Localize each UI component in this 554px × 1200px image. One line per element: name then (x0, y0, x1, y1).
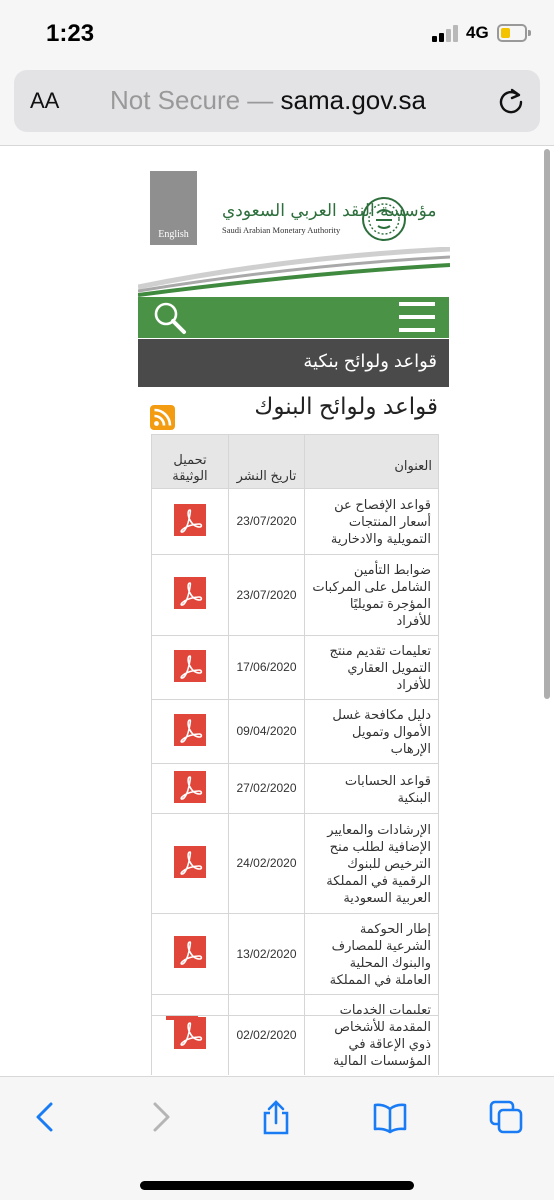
header-swoosh-decoration (138, 247, 450, 297)
download-cell (152, 914, 229, 995)
download-cell (152, 764, 229, 814)
logo-english-text: Saudi Arabian Monetary Authority (222, 225, 341, 235)
pdf-icon[interactable] (174, 771, 206, 803)
publish-date: 17/06/2020 (229, 636, 305, 700)
column-header-download: تحميل الوثيقة (152, 435, 229, 489)
pdf-icon[interactable] (174, 1017, 206, 1049)
share-icon[interactable] (258, 1099, 294, 1135)
signal-icon (432, 24, 462, 42)
web-page (0, 147, 554, 1075)
document-title-link[interactable]: الإرشادات والمعايير الإضافية لطلب منح الترخيص للبنوك الرقمية في المملكة العربية السعودية (305, 814, 439, 914)
document-title-link[interactable]: قواعد الإفصاح عن أسعار المنتجات التمويلية والادخارية (305, 489, 439, 555)
bookmarks-icon[interactable] (372, 1099, 408, 1135)
document-title-link[interactable]: تعليمات تقديم منتج التمويل العقاري للأفراد (305, 636, 439, 700)
publish-date: 13/02/2020 (229, 914, 305, 995)
download-cell (152, 555, 229, 636)
url-domain: sama.gov.sa (280, 85, 426, 115)
publish-date: 02/02/2020 (229, 995, 305, 1076)
home-indicator (140, 1181, 414, 1190)
pdf-icon[interactable] (174, 936, 206, 968)
page-title: قواعد ولوائح البنوك (254, 393, 438, 419)
status-bar (0, 0, 554, 66)
logo-arabic-text: مؤسسة النقد العربي السعودي (222, 201, 437, 221)
table-row (152, 995, 439, 1076)
pdf-icon[interactable] (174, 714, 206, 746)
search-icon[interactable] (152, 301, 192, 335)
pdf-icon[interactable] (174, 504, 206, 536)
section-header: قواعد ولوائح بنكية (138, 339, 449, 387)
download-cell (152, 995, 229, 1076)
download-cell (152, 700, 229, 764)
table-row (152, 914, 439, 995)
url-text[interactable] (110, 85, 426, 116)
publish-date: 23/07/2020 (229, 555, 305, 636)
pdf-icon[interactable] (174, 577, 206, 609)
document-title-link[interactable]: دليل مكافحة غسل الأموال وتمويل الإرهاب (305, 700, 439, 764)
publish-date: 09/04/2020 (229, 700, 305, 764)
hamburger-menu-icon[interactable] (399, 302, 435, 332)
regulations-table (151, 434, 439, 1075)
scrollbar[interactable] (544, 149, 550, 699)
document-title-link[interactable]: إطار الحوكمة الشرعية للمصارف والبنوك المحلية العاملة في المملكة (305, 914, 439, 995)
forward-icon[interactable] (142, 1099, 178, 1135)
sama-emblem-icon[interactable] (360, 195, 408, 243)
site-header (138, 171, 450, 295)
rss-icon[interactable] (150, 405, 175, 430)
url-prefix: Not Secure — (110, 85, 281, 115)
table-row (152, 700, 439, 764)
battery-icon (497, 24, 527, 42)
table-row (152, 555, 439, 636)
publish-date: 24/02/2020 (229, 814, 305, 914)
main-nav-bar (138, 297, 449, 338)
publish-date: 27/02/2020 (229, 764, 305, 814)
table-row (152, 764, 439, 814)
reload-icon[interactable] (496, 86, 526, 116)
column-header-title: العنوان (305, 435, 439, 489)
document-title-link[interactable]: تعليمات الخدمات المقدمة للأشخاص ذوي الإعاقة في المؤسسات المالية (305, 995, 439, 1076)
column-header-date: تاريخ النشر (229, 435, 305, 489)
download-cell (152, 636, 229, 700)
table-row (152, 636, 439, 700)
address-bar[interactable] (14, 70, 540, 132)
document-title-link[interactable]: قواعد الحسابات البنكية (305, 764, 439, 814)
back-icon[interactable] (28, 1099, 64, 1135)
document-title-link[interactable]: ضوابط التأمين الشامل على المركبات المؤجرة تمويليًا للأفراد (305, 555, 439, 636)
network-label: 4G (466, 23, 489, 42)
table-row (152, 489, 439, 555)
table-row-partial (151, 1015, 438, 1021)
publish-date: 23/07/2020 (229, 489, 305, 555)
tabs-icon[interactable] (488, 1099, 524, 1135)
download-cell (152, 489, 229, 555)
download-cell (152, 814, 229, 914)
browser-toolbar (0, 1076, 554, 1200)
pdf-icon[interactable] (174, 846, 206, 878)
english-language-button[interactable]: English (150, 171, 197, 245)
browser-address-area (0, 66, 554, 146)
text-size-button[interactable]: AA (30, 88, 60, 113)
pdf-icon[interactable] (174, 650, 206, 682)
table-row (152, 814, 439, 914)
status-time: 1:23 (46, 20, 95, 47)
